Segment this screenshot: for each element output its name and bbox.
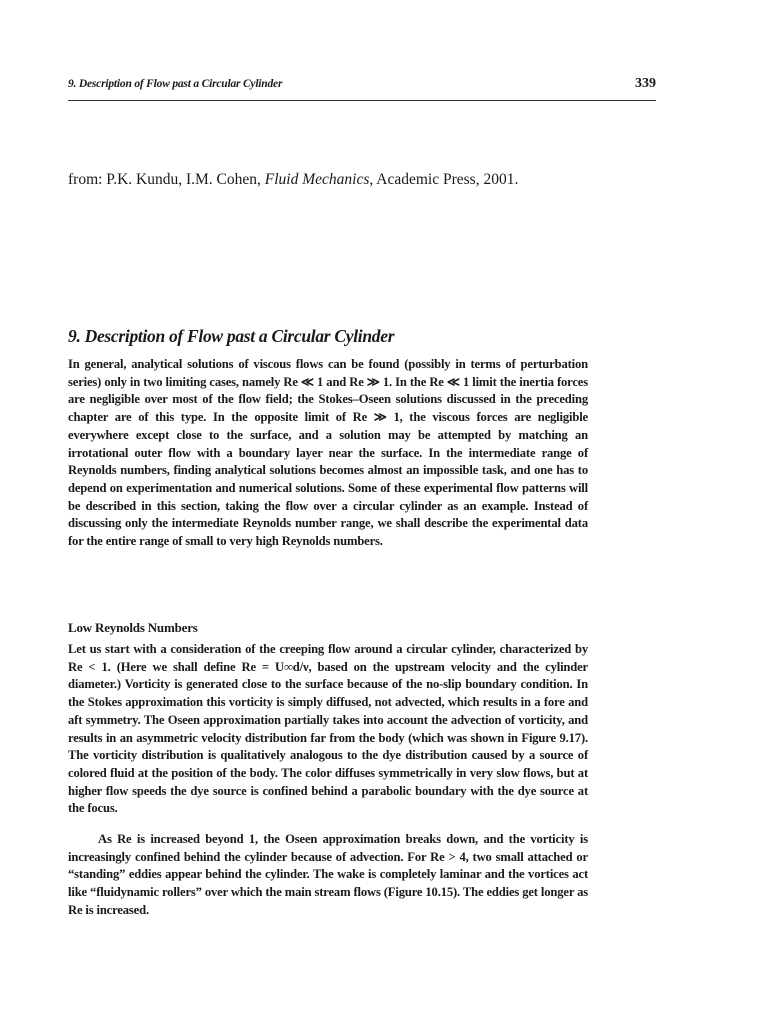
running-head: 9. Description of Flow past a Circular Cylinder — [68, 78, 283, 90]
page-number: 339 — [635, 76, 656, 91]
oseen-breakdown-paragraph — [68, 831, 588, 920]
low-re-paragraph — [68, 641, 588, 818]
citation-prefix: from: P.K. Kundu, I.M. Cohen, — [68, 171, 265, 188]
paragraph-text: As Re is increased beyond 1, the Oseen approximation breaks down, and the vorticity is increasingly confined behind the cylinder because of advection. For Re > 4, two small attached or “standing” eddies appear behind the cylinder. The wake is completely laminar and the vortices act like “fluidynamic rollers” over which the main stream flows (Figure 10.15). The eddies get longer as Re is increased. — [68, 832, 588, 917]
section-title: 9. Description of Flow past a Circular Cylinder — [68, 326, 395, 346]
source-citation — [68, 170, 668, 190]
page-header — [68, 78, 656, 101]
subsection-title: Low Reynolds Numbers — [68, 620, 198, 635]
paragraph-text: In general, analytical solutions of viscous flows can be found (possibly in terms of perturbation series) only in two limiting cases, namely Re ≪ 1 and Re ≫ 1. In the Re ≪ 1 limit the inertia forces are negligible over most of the flow field; the Stokes–Oseen solutions discussed in the preceding chapter are of this type. In the opposite limit of Re ≫ 1, the viscous forces are negligible everywhere except close to the surface, and a solution may be attempted by matching an irrotational outer flow with a boundary layer near the surface. In the intermediate range of Reynolds numbers, finding analytical solutions becomes almost an impossible task, and one has to depend on experimentation and numerical solutions. Some of these experimental flow patterns will be described in this section, taking the flow over a circular cylinder as an example. Instead of discussing only the intermediate Reynolds number range, we shall describe the experimental data for the entire range of small to very high Reynolds numbers. — [68, 357, 588, 549]
citation-suffix: , Academic Press, 2001. — [369, 171, 519, 188]
intro-paragraph — [68, 356, 588, 551]
citation-book-title: Fluid Mechanics — [264, 171, 370, 188]
paragraph-text: Let us start with a consideration of the creeping flow around a circular cylinder, characterized by Re < 1. (Here we shall define Re = U∞d/ν, based on the upstream velocity and the cylinder diameter.) Vorticity is generated close to the surface because of the no-slip boundary condition. In the Stokes approximation this vorticity is simply diffused, not advected, which results in a fore and aft symmetry. The Oseen approximation partially takes into account the advection of vorticity, and results in an asymmetric velocity distribution far from the body (which was shown in Figure 9.17). The vorticity distribution is qualitatively analogous to the dye distribution caused by a source of colored fluid at the position of the body. The color diffuses symmetrically in very slow flows, but at higher flow speeds the dye source is confined behind a parabolic boundary with the dye source at the focus. — [68, 642, 588, 816]
